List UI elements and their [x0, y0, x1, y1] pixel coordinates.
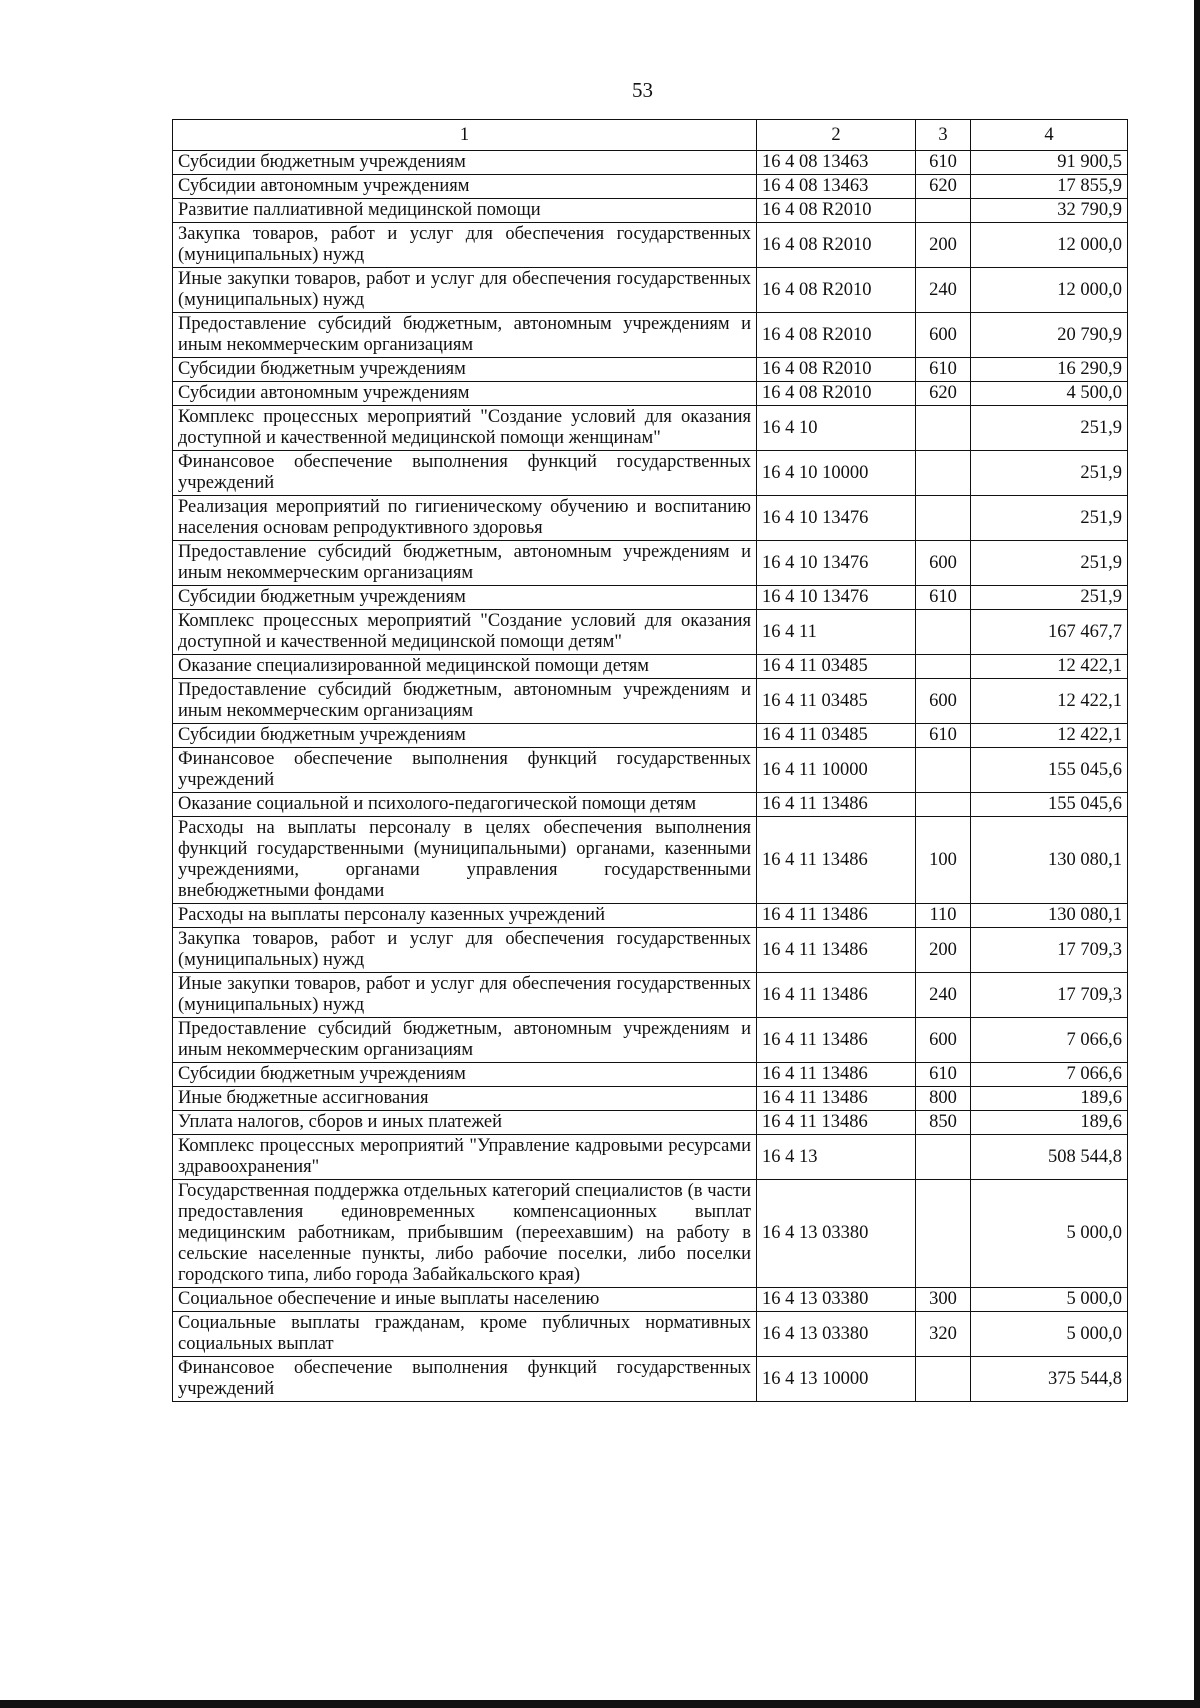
table-row — [173, 1087, 1128, 1111]
table-row — [173, 610, 1128, 655]
row-kind-cell: 300 — [916, 1288, 971, 1312]
row-name-cell: Закупка товаров, работ и услуг для обеспечения государственных (муниципальных) нужд — [173, 928, 757, 973]
table-row — [173, 268, 1128, 313]
row-name-cell: Субсидии бюджетным учреждениям — [173, 586, 757, 610]
row-amount-cell: 17 709,3 — [971, 973, 1128, 1018]
table-row — [173, 1111, 1128, 1135]
row-amount-cell: 5 000,0 — [971, 1180, 1128, 1288]
table-row — [173, 748, 1128, 793]
row-amount-cell: 251,9 — [971, 541, 1128, 586]
row-kind-cell: 240 — [916, 268, 971, 313]
row-kind-cell: 850 — [916, 1111, 971, 1135]
row-code-cell: 16 4 11 13486 — [757, 1063, 916, 1087]
row-code-cell: 16 4 08 13463 — [757, 151, 916, 175]
row-name-cell: Субсидии бюджетным учреждениям — [173, 358, 757, 382]
row-kind-cell: 600 — [916, 541, 971, 586]
row-name-cell: Уплата налогов, сборов и иных платежей — [173, 1111, 757, 1135]
row-kind-cell: 620 — [916, 175, 971, 199]
row-amount-cell: 189,6 — [971, 1087, 1128, 1111]
row-kind-cell — [916, 610, 971, 655]
row-name-cell: Комплекс процессных мероприятий "Создание условий для оказания доступной и качественной медицинской помощи детям" — [173, 610, 757, 655]
row-amount-cell: 251,9 — [971, 406, 1128, 451]
row-name-cell: Социальные выплаты гражданам, кроме публичных нормативных социальных выплат — [173, 1312, 757, 1357]
table-row — [173, 313, 1128, 358]
row-amount-cell: 251,9 — [971, 496, 1128, 541]
row-kind-cell: 610 — [916, 151, 971, 175]
row-amount-cell: 91 900,5 — [971, 151, 1128, 175]
header-cell-code: 2 — [757, 120, 916, 151]
row-name-cell: Социальное обеспечение и иные выплаты населению — [173, 1288, 757, 1312]
row-kind-cell: 610 — [916, 1063, 971, 1087]
row-code-cell: 16 4 11 13486 — [757, 793, 916, 817]
row-amount-cell: 251,9 — [971, 451, 1128, 496]
row-amount-cell: 155 045,6 — [971, 793, 1128, 817]
row-kind-cell: 600 — [916, 1018, 971, 1063]
row-amount-cell: 167 467,7 — [971, 610, 1128, 655]
row-code-cell: 16 4 08 R2010 — [757, 199, 916, 223]
row-kind-cell: 610 — [916, 586, 971, 610]
table-row — [173, 175, 1128, 199]
table-row — [173, 1063, 1128, 1087]
row-amount-cell: 130 080,1 — [971, 817, 1128, 904]
row-amount-cell: 20 790,9 — [971, 313, 1128, 358]
row-name-cell: Иные закупки товаров, работ и услуг для обеспечения государственных (муниципальных) нужд — [173, 268, 757, 313]
row-code-cell: 16 4 13 03380 — [757, 1312, 916, 1357]
table-row — [173, 724, 1128, 748]
row-kind-cell — [916, 451, 971, 496]
row-kind-cell: 200 — [916, 928, 971, 973]
table-row — [173, 1357, 1128, 1402]
header-cell-amount: 4 — [971, 120, 1128, 151]
row-code-cell: 16 4 13 — [757, 1135, 916, 1180]
row-name-cell: Государственная поддержка отдельных категорий специалистов (в части предоставления единовременных компенсационных выплат медицинским работникам, прибывшим (переехавшим) на работу в сельские населенные пункты, либо рабочие поселки, либо поселки городского типа, либо города Забайкальского края) — [173, 1180, 757, 1288]
row-code-cell: 16 4 11 13486 — [757, 1018, 916, 1063]
row-code-cell: 16 4 13 10000 — [757, 1357, 916, 1402]
row-kind-cell — [916, 199, 971, 223]
row-amount-cell: 16 290,9 — [971, 358, 1128, 382]
header-row — [173, 120, 1128, 151]
row-code-cell: 16 4 08 R2010 — [757, 358, 916, 382]
row-amount-cell: 130 080,1 — [971, 904, 1128, 928]
row-amount-cell: 12 422,1 — [971, 655, 1128, 679]
row-code-cell: 16 4 08 R2010 — [757, 223, 916, 268]
row-code-cell: 16 4 10 13476 — [757, 541, 916, 586]
scan-border-right — [1194, 0, 1200, 1708]
table-row — [173, 151, 1128, 175]
budget-table — [172, 119, 1128, 1402]
table-row — [173, 199, 1128, 223]
table-row — [173, 904, 1128, 928]
row-kind-cell — [916, 793, 971, 817]
table-row — [173, 1312, 1128, 1357]
row-amount-cell: 251,9 — [971, 586, 1128, 610]
row-name-cell: Субсидии бюджетным учреждениям — [173, 1063, 757, 1087]
row-name-cell: Реализация мероприятий по гигиеническому обучению и воспитанию населения основам репродуктивного здоровья — [173, 496, 757, 541]
row-amount-cell: 5 000,0 — [971, 1288, 1128, 1312]
header-cell-kind: 3 — [916, 120, 971, 151]
table-row — [173, 928, 1128, 973]
row-amount-cell: 5 000,0 — [971, 1312, 1128, 1357]
row-kind-cell: 240 — [916, 973, 971, 1018]
row-name-cell: Предоставление субсидий бюджетным, автономным учреждениям и иным некоммерческим организациям — [173, 541, 757, 586]
table-row — [173, 541, 1128, 586]
header-cell-name: 1 — [173, 120, 757, 151]
row-kind-cell: 600 — [916, 313, 971, 358]
row-kind-cell: 110 — [916, 904, 971, 928]
table-row — [173, 655, 1128, 679]
row-name-cell: Финансовое обеспечение выполнения функций государственных учреждений — [173, 451, 757, 496]
row-kind-cell — [916, 1180, 971, 1288]
table-row — [173, 793, 1128, 817]
row-kind-cell: 600 — [916, 679, 971, 724]
row-kind-cell — [916, 1357, 971, 1402]
row-name-cell: Оказание социальной и психолого-педагогической помощи детям — [173, 793, 757, 817]
row-name-cell: Финансовое обеспечение выполнения функций государственных учреждений — [173, 748, 757, 793]
table-row — [173, 451, 1128, 496]
row-code-cell: 16 4 11 13486 — [757, 973, 916, 1018]
row-code-cell: 16 4 13 03380 — [757, 1180, 916, 1288]
row-kind-cell: 320 — [916, 1312, 971, 1357]
scan-border-bottom — [0, 1700, 1200, 1708]
table-row — [173, 358, 1128, 382]
row-code-cell: 16 4 10 — [757, 406, 916, 451]
row-amount-cell: 4 500,0 — [971, 382, 1128, 406]
row-name-cell: Закупка товаров, работ и услуг для обеспечения государственных (муниципальных) нужд — [173, 223, 757, 268]
row-kind-cell: 620 — [916, 382, 971, 406]
table-body — [173, 151, 1128, 1402]
table-row — [173, 496, 1128, 541]
row-name-cell: Оказание специализированной медицинской помощи детям — [173, 655, 757, 679]
row-name-cell: Предоставление субсидий бюджетным, автономным учреждениям и иным некоммерческим организациям — [173, 1018, 757, 1063]
row-code-cell: 16 4 11 13486 — [757, 928, 916, 973]
row-code-cell: 16 4 10 13476 — [757, 586, 916, 610]
row-kind-cell: 100 — [916, 817, 971, 904]
row-amount-cell: 155 045,6 — [971, 748, 1128, 793]
row-kind-cell — [916, 655, 971, 679]
row-code-cell: 16 4 11 03485 — [757, 679, 916, 724]
row-code-cell: 16 4 11 03485 — [757, 655, 916, 679]
row-amount-cell: 508 544,8 — [971, 1135, 1128, 1180]
row-kind-cell — [916, 1135, 971, 1180]
row-name-cell: Иные закупки товаров, работ и услуг для обеспечения государственных (муниципальных) нужд — [173, 973, 757, 1018]
table-row — [173, 679, 1128, 724]
table-row — [173, 586, 1128, 610]
row-name-cell: Субсидии бюджетным учреждениям — [173, 724, 757, 748]
row-name-cell: Расходы на выплаты персоналу в целях обеспечения выполнения функций государственными (муниципальными) органами, казенными учреждениями, органами управления государственными внебюджетными фондами — [173, 817, 757, 904]
row-code-cell: 16 4 08 R2010 — [757, 313, 916, 358]
row-code-cell: 16 4 11 13486 — [757, 904, 916, 928]
row-name-cell: Развитие паллиативной медицинской помощи — [173, 199, 757, 223]
row-amount-cell: 12 000,0 — [971, 268, 1128, 313]
row-name-cell: Субсидии автономным учреждениям — [173, 382, 757, 406]
row-name-cell: Финансовое обеспечение выполнения функций государственных учреждений — [173, 1357, 757, 1402]
row-code-cell: 16 4 11 — [757, 610, 916, 655]
row-code-cell: 16 4 08 R2010 — [757, 268, 916, 313]
row-kind-cell — [916, 748, 971, 793]
table-row — [173, 382, 1128, 406]
row-amount-cell: 12 422,1 — [971, 679, 1128, 724]
table-row — [173, 817, 1128, 904]
row-amount-cell: 375 544,8 — [971, 1357, 1128, 1402]
row-code-cell: 16 4 10 10000 — [757, 451, 916, 496]
table-row — [173, 1288, 1128, 1312]
table-row — [173, 1018, 1128, 1063]
table-row — [173, 223, 1128, 268]
row-kind-cell: 610 — [916, 724, 971, 748]
row-name-cell: Комплекс процессных мероприятий "Создание условий для оказания доступной и качественной медицинской помощи женщинам" — [173, 406, 757, 451]
row-kind-cell — [916, 406, 971, 451]
row-code-cell: 16 4 13 03380 — [757, 1288, 916, 1312]
row-code-cell: 16 4 08 R2010 — [757, 382, 916, 406]
row-code-cell: 16 4 11 13486 — [757, 1087, 916, 1111]
row-amount-cell: 32 790,9 — [971, 199, 1128, 223]
table-row — [173, 1135, 1128, 1180]
row-name-cell: Предоставление субсидий бюджетным, автономным учреждениям и иным некоммерческим организациям — [173, 313, 757, 358]
row-amount-cell: 189,6 — [971, 1111, 1128, 1135]
row-name-cell: Субсидии бюджетным учреждениям — [173, 151, 757, 175]
row-amount-cell: 12 000,0 — [971, 223, 1128, 268]
row-name-cell: Расходы на выплаты персоналу казенных учреждений — [173, 904, 757, 928]
row-code-cell: 16 4 11 13486 — [757, 1111, 916, 1135]
table-row — [173, 406, 1128, 451]
row-name-cell: Комплекс процессных мероприятий "Управление кадровыми ресурсами здравоохранения" — [173, 1135, 757, 1180]
row-code-cell: 16 4 11 10000 — [757, 748, 916, 793]
row-kind-cell: 800 — [916, 1087, 971, 1111]
row-kind-cell: 200 — [916, 223, 971, 268]
row-amount-cell: 12 422,1 — [971, 724, 1128, 748]
row-amount-cell: 7 066,6 — [971, 1018, 1128, 1063]
row-name-cell: Иные бюджетные ассигнования — [173, 1087, 757, 1111]
row-kind-cell — [916, 496, 971, 541]
page-number: 53 — [632, 78, 653, 102]
row-name-cell: Субсидии автономным учреждениям — [173, 175, 757, 199]
row-code-cell: 16 4 08 13463 — [757, 175, 916, 199]
row-amount-cell: 17 855,9 — [971, 175, 1128, 199]
row-name-cell: Предоставление субсидий бюджетным, автономным учреждениям и иным некоммерческим организациям — [173, 679, 757, 724]
row-code-cell: 16 4 10 13476 — [757, 496, 916, 541]
row-amount-cell: 7 066,6 — [971, 1063, 1128, 1087]
table-row — [173, 1180, 1128, 1288]
row-kind-cell: 610 — [916, 358, 971, 382]
row-code-cell: 16 4 11 13486 — [757, 817, 916, 904]
table-row — [173, 973, 1128, 1018]
row-amount-cell: 17 709,3 — [971, 928, 1128, 973]
row-code-cell: 16 4 11 03485 — [757, 724, 916, 748]
